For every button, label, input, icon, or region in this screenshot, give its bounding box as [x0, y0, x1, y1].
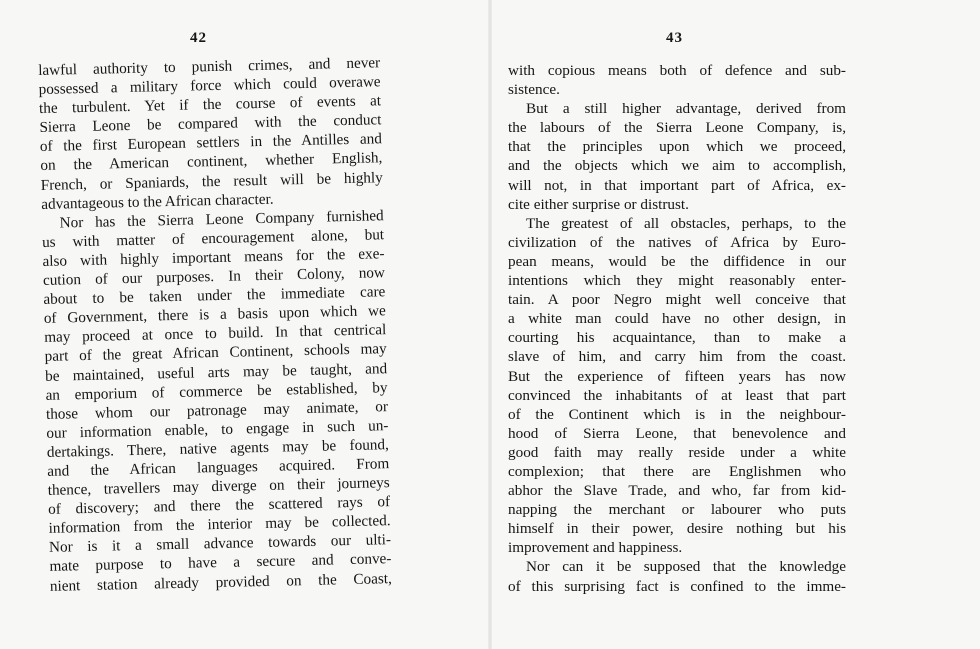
- text-line: an emporium of commerce be established, by: [45, 378, 388, 404]
- text-line: napping the merchant or labourer who puts: [508, 501, 846, 519]
- text-line: those whom our patronage may animate, or: [45, 397, 389, 423]
- left-page-text: [38, 53, 392, 595]
- text-line: But a still higher advantage, derived from: [526, 100, 846, 118]
- text-line: cution of our purposes. In their Colony, now: [42, 264, 386, 289]
- text-line: of the first European settlers in the Antilles and: [39, 130, 383, 156]
- text-line: of Government, there is a basis upon which we: [43, 302, 386, 328]
- text-line: of discovery; and there the scattered rays of: [47, 493, 391, 519]
- text-line: sistence.: [508, 81, 560, 99]
- text-line: cite either surprise or distrust.: [508, 195, 689, 213]
- text-line: Nor is it a small advance towards our ulti-: [48, 531, 392, 557]
- text-line: information from the interior may be collected.: [48, 512, 391, 538]
- text-line: possessed a military force which could overawe: [38, 73, 381, 99]
- text-line: hood of Sierra Leone, that benevolence and: [508, 424, 846, 442]
- text-line: the turbulent. Yet if the course of events at: [38, 92, 382, 118]
- text-line: The greatest of all obstacles, perhaps, to the: [526, 214, 846, 232]
- text-line: lawful authority to punish crimes, and never: [38, 54, 381, 79]
- text-line: our information enable, to engage in such un-: [46, 416, 389, 442]
- text-line: good faith may really reside under a white: [508, 443, 846, 461]
- text-line: improvement and happiness.: [508, 539, 683, 557]
- text-line: us with matter of encouragement alone, but: [41, 226, 385, 251]
- text-line: the labours of the Sierra Leone Company, is,: [508, 119, 846, 137]
- text-line: dertakings. There, native agents may be found,: [46, 436, 389, 461]
- text-line: convinced the inhabitants of at least that part: [508, 386, 846, 404]
- text-line: himself in their power, desire nothing but his: [508, 520, 846, 538]
- text-line: Sierra Leone be compared with the conduct: [39, 111, 382, 137]
- text-line: with copious means both of defence and sub-: [508, 62, 846, 79]
- text-line: of this surprising fact is confined to the imme-: [508, 577, 846, 595]
- text-line: tain. A poor Negro might well conceive that: [508, 291, 846, 309]
- right-page: [490, 0, 980, 649]
- text-line: and the objects which we aim to accomplish,: [508, 157, 846, 175]
- text-line: that the principles upon which we proceed,: [508, 138, 846, 156]
- text-line: and the African languages acquired. From: [47, 455, 390, 480]
- text-line: pean means, would be the diffidence in our: [508, 252, 846, 270]
- text-line: civilization of the natives of Africa by Euro-: [508, 233, 846, 251]
- text-line: Nor can it be supposed that the knowledge: [526, 558, 846, 576]
- text-line: of the Continent which is in the neighbour-: [508, 405, 846, 423]
- text-line: about to be taken under the immediate care: [43, 283, 386, 309]
- text-line: slave of him, and carry him from the coast.: [508, 348, 846, 366]
- text-line: a white man could have no other design, in: [508, 310, 846, 328]
- text-line: may proceed at once to build. In that centrical: [44, 321, 387, 347]
- text-line: advantageous to the African character.: [41, 190, 274, 213]
- text-line: But the experience of fifteen years has now: [508, 367, 846, 385]
- text-line: intentions which they might reasonably enter-: [508, 272, 846, 290]
- text-line: on the American continent, whether English,: [40, 149, 383, 175]
- text-line: part of the great African Continent, schools may: [44, 340, 387, 366]
- text-line: also with highly important means for the exe-: [42, 245, 385, 270]
- text-line: courting his acquaintance, than to make a: [508, 329, 846, 347]
- text-line: abhor the Slave Trade, and who, far from kid-: [508, 482, 846, 500]
- text-line: complexion; that there are Englishmen who: [508, 462, 846, 480]
- page-number-right: 43: [666, 30, 683, 46]
- text-line: Nor has the Sierra Leone Company furnished: [59, 206, 384, 232]
- text-line: will not, in that important part of Africa, ex-: [508, 176, 846, 194]
- text-line: thence, travellers may diverge on their journeys: [47, 474, 390, 499]
- page-number-left: 42: [190, 30, 207, 46]
- text-line: French, or Spaniards, the result will be highly: [40, 168, 383, 194]
- text-line: be maintained, useful arts may be taught, and: [44, 359, 388, 385]
- right-page-text: [508, 61, 846, 596]
- text-line: mate purpose to have a secure and conve-: [49, 550, 392, 576]
- text-line: nient station already provided on the Coast,: [49, 569, 393, 595]
